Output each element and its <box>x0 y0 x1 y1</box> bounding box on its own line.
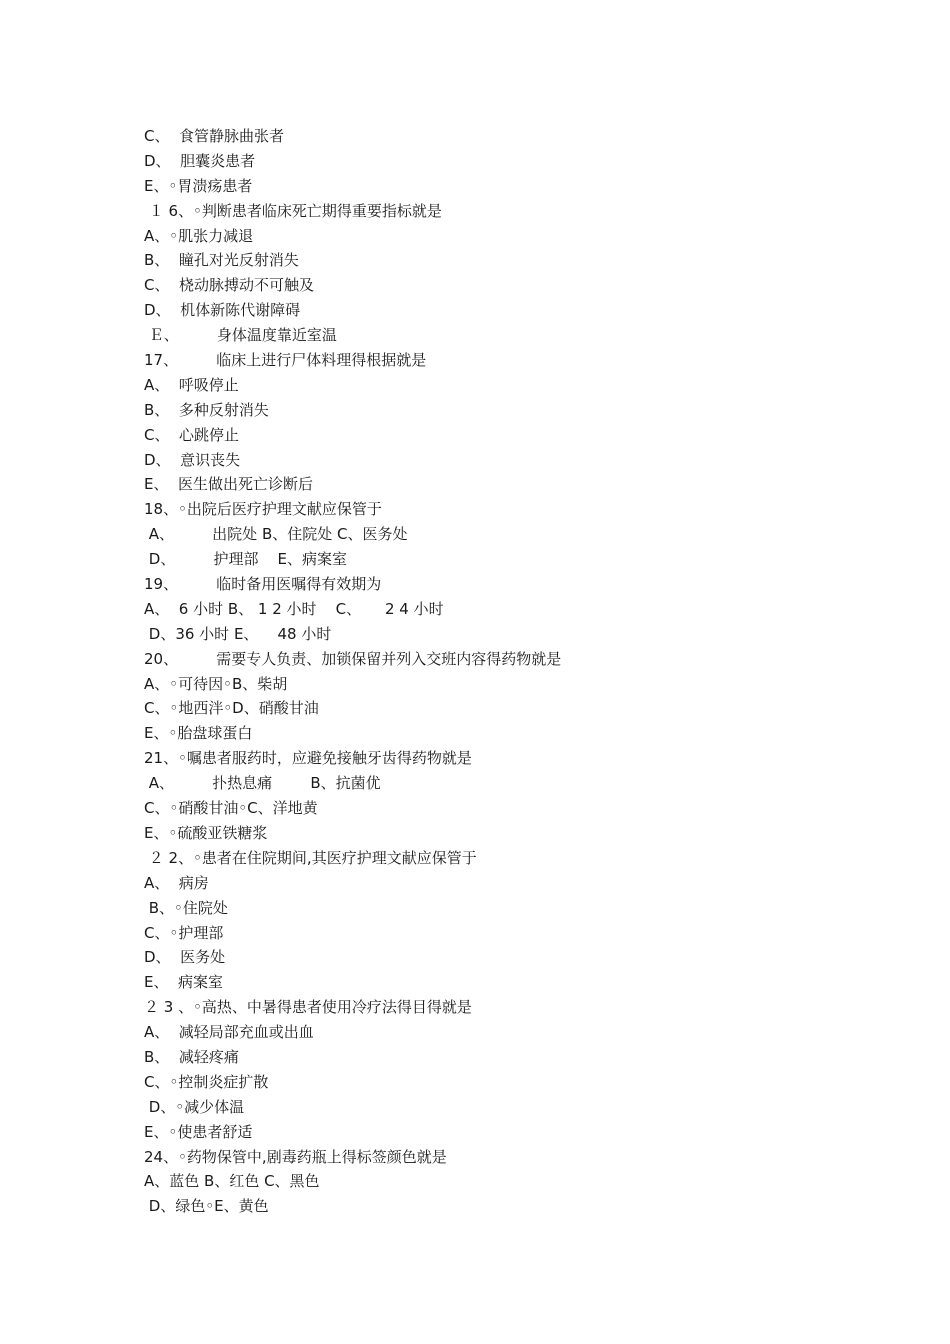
text-line: D、 护理部 E、病案室 <box>144 550 348 569</box>
text-line: D、 机体新陈代谢障碍 <box>144 301 301 320</box>
text-line: C、◦控制炎症扩散 <box>144 1072 269 1091</box>
text-line: A、 减轻局部充血或出血 <box>144 1023 314 1042</box>
text-line: E、 医生做出死亡诊断后 <box>144 475 314 494</box>
text-line: A、 6 小时 B、 1 2 小时 C、 2 4 小时 <box>144 599 444 618</box>
text-line: E、◦硫酸亚铁糖浆 <box>144 823 268 842</box>
text-line: E、◦胃溃疡患者 <box>144 176 253 195</box>
text-line: A、 呼吸停止 <box>144 375 239 394</box>
text-line: A、 扑热息痛 B、抗菌优 <box>144 774 381 793</box>
question-line: １ 6、◦判断患者临床死亡期得重要指标就是 <box>144 201 442 220</box>
text-line: C、 心跳停止 <box>144 425 240 444</box>
text-line: Ｅ、 身体温度靠近室温 <box>144 326 337 345</box>
question-line: 24、◦药物保管中,剧毒药瓶上得标签颜色就是 <box>144 1147 447 1166</box>
text-line: C、◦硝酸甘油◦C、洋地黄 <box>144 799 318 818</box>
text-line: B、 多种反射消失 <box>144 400 269 419</box>
question-line: 17、 临床上进行尸体料理得根据就是 <box>144 351 427 370</box>
text-line: A、◦可待因◦B、柴胡 <box>144 674 288 693</box>
text-line: A、◦肌张力减退 <box>144 226 254 245</box>
text-line: D、 胆囊炎患者 <box>144 151 256 170</box>
text-line: D、◦减少体温 <box>144 1097 245 1116</box>
text-line: C、 食管静脉曲张者 <box>144 127 285 145</box>
document-body <box>144 124 844 1219</box>
text-line: C、◦地西泮◦D、硝酸甘油 <box>144 699 319 718</box>
question-line: ２ 2、◦患者在住院期间,其医疗护理文献应保管于 <box>144 848 477 867</box>
text-line: B、 减轻疼痛 <box>144 1047 239 1066</box>
text-line: B、 瞳孔对光反射消失 <box>144 251 299 270</box>
question-line: 19、 临时备用医嘱得有效期为 <box>144 575 382 594</box>
text-line: A、蓝色 B、红色 C、黑色 <box>144 1172 320 1191</box>
text-line: C、◦护理部 <box>144 923 224 942</box>
text-line: D、 医务处 <box>144 948 226 967</box>
text-line: E、◦胎盘球蛋白 <box>144 724 253 743</box>
text-line: C、 桡动脉搏动不可触及 <box>144 276 315 295</box>
question-line: 21、◦嘱患者服药时，应避免接触牙齿得药物就是 <box>144 749 472 768</box>
question-line: 20、 需要专人负责、加锁保留并列入交班内容得药物就是 <box>144 649 562 668</box>
question-line: 18、◦出院后医疗护理文献应保管于 <box>144 500 382 519</box>
text-line: E、◦使患者舒适 <box>144 1122 253 1141</box>
text-line: D、绿色◦E、黄色 <box>144 1197 269 1216</box>
text-line: A、 出院处 B、住院处 C、医务处 <box>144 525 408 544</box>
text-line: E、 病案室 <box>144 973 224 992</box>
text-line: D、 意识丧失 <box>144 450 241 469</box>
question-line: ２ 3 、◦高热、中暑得患者使用冷疗法得目得就是 <box>144 998 472 1017</box>
text-line: D、36 小时 E、 48 小时 <box>144 624 332 643</box>
text-line: B、◦住院处 <box>144 898 228 917</box>
text-line: A、 病房 <box>144 873 209 892</box>
